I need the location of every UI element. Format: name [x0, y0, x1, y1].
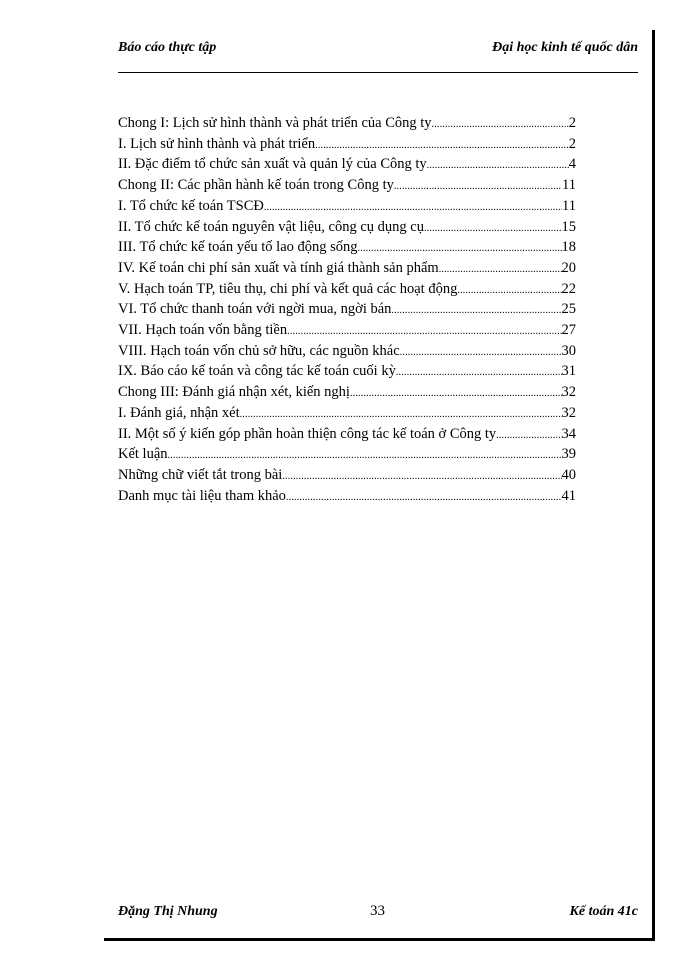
toc-entry-title: II. Tổ chức kế toán nguyên vật liệu, công cụ dụng cụ — [118, 218, 424, 235]
toc-entry — [118, 321, 576, 342]
toc-entry — [118, 218, 576, 239]
toc-leader-dots — [391, 301, 561, 321]
toc-entry-page: 32 — [561, 384, 576, 401]
toc-leader-dots — [424, 219, 562, 239]
toc-entry-page: 31 — [561, 363, 576, 380]
toc-entry-title: Chong I: Lịch sử hình thành và phát triển của Công ty — [118, 115, 432, 131]
toc-leader-dots — [287, 322, 561, 342]
toc-entry-title: Những chữ viết tắt trong bài — [118, 466, 283, 483]
toc-entry-page: 20 — [561, 259, 576, 276]
header-right-text: Đại học kinh tế quốc dân — [492, 40, 638, 55]
table-of-contents — [118, 114, 576, 507]
toc-entry-title: VII. Hạch toán vốn bằng tiền — [118, 322, 288, 339]
footer-class: Kế toán 41c — [569, 904, 638, 919]
toc-leader-dots — [282, 467, 561, 487]
toc-leader-dots — [394, 177, 562, 197]
toc-entry-page: 18 — [561, 239, 576, 256]
toc-entry — [118, 425, 576, 446]
toc-leader-dots — [240, 405, 562, 425]
header-rule — [118, 72, 638, 73]
toc-leader-dots — [427, 156, 569, 176]
toc-entry — [118, 197, 576, 218]
footer-page-number: 33 — [370, 903, 385, 919]
toc-entry-page: 40 — [561, 466, 576, 483]
toc-entry-page: 30 — [561, 342, 576, 359]
toc-entry-title: III. Tổ chức kế toán yếu tố lao động sống — [118, 239, 358, 256]
toc-entry — [118, 445, 576, 466]
toc-entry-page: 32 — [561, 404, 576, 421]
toc-leader-dots — [396, 363, 562, 383]
toc-leader-dots — [358, 239, 562, 259]
toc-entry — [118, 114, 576, 135]
toc-entry — [118, 135, 576, 156]
header-left-text: Báo cáo thực tập — [118, 40, 217, 55]
toc-leader-dots — [457, 281, 561, 301]
toc-entry-title: I. Tổ chức kế toán TSCĐ — [118, 197, 264, 214]
toc-leader-dots — [400, 343, 562, 363]
toc-entry-title: VIII. Hạch toán vốn chủ sở hữu, các nguồn khác — [118, 342, 400, 359]
page-header — [118, 40, 638, 62]
toc-entry-title: Kết luận — [118, 446, 168, 463]
footer-author: Đặng Thị Nhung — [118, 904, 218, 919]
toc-entry-page: 2 — [568, 115, 576, 131]
toc-entry-title: VI. Tổ chức thanh toán với ngời mua, ngời bán — [118, 301, 392, 318]
toc-entry — [118, 300, 576, 321]
toc-leader-dots — [432, 115, 569, 135]
toc-entry-title: Chong II: Các phần hành kế toán trong Công ty — [118, 177, 394, 194]
toc-leader-dots — [168, 446, 562, 466]
toc-leader-dots — [350, 384, 562, 404]
toc-leader-dots — [439, 260, 562, 280]
toc-entry-page: 11 — [562, 197, 576, 214]
toc-entry-title: IX. Báo cáo kế toán và công tác kế toán cuối kỳ — [118, 363, 396, 380]
toc-entry-page: 34 — [561, 425, 576, 442]
toc-entry-title: II. Một số ý kiến góp phần hoàn thiện công tác kế toán ở Công ty — [118, 425, 497, 442]
toc-leader-dots — [286, 488, 562, 508]
toc-leader-dots — [264, 198, 562, 218]
toc-entry-page: 41 — [561, 487, 576, 504]
toc-entry — [118, 238, 576, 259]
toc-entry-title: I. Đánh giá, nhận xét — [118, 404, 240, 421]
toc-entry — [118, 259, 576, 280]
toc-entry-title: Danh mục tài liệu tham khảo — [118, 487, 286, 504]
toc-entry-title: Chong III: Đánh giá nhận xét, kiến nghị — [118, 384, 350, 401]
toc-entry-page: 11 — [562, 177, 576, 194]
toc-leader-dots — [496, 426, 561, 446]
toc-entry — [118, 466, 576, 487]
toc-entry — [118, 404, 576, 425]
toc-entry-title: V. Hạch toán TP, tiêu thụ, chi phí và kết quả các hoạt động — [118, 280, 458, 297]
toc-entry-title: II. Đặc điểm tổ chức sản xuất và quản lý của Công ty — [118, 156, 427, 173]
toc-entry-page: 2 — [568, 135, 576, 152]
toc-entry — [118, 342, 576, 363]
toc-entry-title: IV. Kế toán chi phí sản xuất và tính giá thành sản phẩm — [118, 259, 439, 276]
toc-entry — [118, 362, 576, 383]
toc-entry-page: 22 — [561, 280, 576, 297]
toc-entry — [118, 176, 576, 197]
toc-entry — [118, 280, 576, 301]
toc-entry-title: I. Lịch sử hình thành và phát triển — [118, 135, 316, 152]
toc-entry — [118, 383, 576, 404]
toc-entry-page: 25 — [561, 301, 576, 318]
page-footer — [118, 904, 638, 926]
toc-entry-page: 15 — [561, 218, 576, 235]
toc-leader-dots — [315, 136, 569, 156]
toc-entry-page: 27 — [561, 322, 576, 339]
toc-entry — [118, 155, 576, 176]
toc-entry — [118, 487, 576, 508]
toc-entry-page: 4 — [568, 156, 576, 173]
toc-entry-page: 39 — [561, 446, 576, 463]
